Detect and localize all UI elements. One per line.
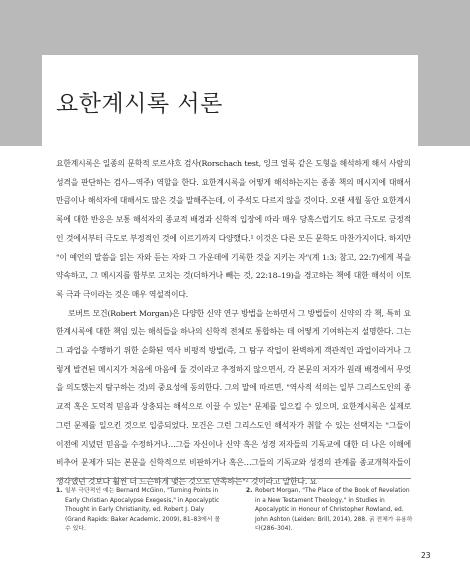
footnote-number: 2.	[246, 488, 253, 494]
footnote-text: 일부 극단적인 예는 Bernard McGinn, "Turning Points in Early Christian Apocalypse Exegesis," in Apocalyptic Thought in Early Christianity, ed. Robert J. Daly (Grand Rapids: Baker Academic, 2009), 81–83에서 볼 수 있다.	[65, 488, 221, 533]
body-text	[56, 155, 411, 492]
footnote-text: Robert Morgan, "The Place of the Book of Revelation in a New Testament Theology," in Studies in Apocalyptic in Honour of Christopher Rowland, ed. John Ashton (Leiden: Brill, 2014), 288. 굵 전체가 유용하다(286–304).	[255, 488, 413, 533]
paragraph: 로버트 모건(Robert Morgan)은 다양한 신약 연구 방법을 논하면서 그 방법들이 신약의 각 책, 특히 요한계시록에 대한 책임 있는 해석들을 하나의 신학적 전체로 통합하는 데 어떻게 기여하는지 설명한다. 그는 그 과업을 수행하기 위한 순화된 역사 비평적 방법(즉, 그 탐구 작업이 완벽하게 객관적인 과업이라거나 그렇게 발견된 메시지가 처음에 마음에 둘 것이라고 추정하지 않으면서, 각 본문의 저자가 원래 배경에서 무엇을 의도했는지 탐구하는 것)의 중요성에 동의한다. 그의 말에 따르면, "역사적 석의는 일부 그리스도인의 종교적 혹은 도덕적 믿음과 상충되는 해석으로 이끌 수 있는" 문제를 일으킬 수 있으며, 요한계시록은 실제로 그런 문제를 일으킨 것으로 입증되었다. 모건은 그런 그리스도인 해석자가 취할 수 있는 선택지는 "그들이 이전에 지녔던 믿음을 수정하거나…그들 자신이나 신약 혹은 성경 저자들의 기독교에 대한 더 나은 이해에 비추어 문제가 되는 본문을 신학적으로 비판하거나 혹은…그들의 기독교와 성경의 관계를 종교개혁자들이 생각했던 것보다 훨씬 더 느슨하게 맺는 것으로 만족하는"² 것이라고 말한다. 요	[56, 308, 411, 486]
footnote-divider	[56, 478, 411, 479]
page-number: 23	[421, 551, 431, 560]
footnote-number: 1.	[56, 488, 63, 494]
title-box	[42, 55, 418, 146]
footnote	[246, 487, 416, 535]
footnotes	[56, 487, 416, 535]
footnote	[56, 487, 226, 535]
chapter-title: 요한계시록 서론	[56, 91, 223, 117]
paragraph: 요한계시록은 일종의 문학적 로르샤흐 검사(Rorschach test, 잉크 얼룩 같은 도형을 해석하게 해서 사람의 성격을 판단하는 검사—역주) 역할을 한다. 요한계시록을 어떻게 해석하는지는 종종 책의 메시지에 대해서 만큼이나 해석자에 대해서도 많은 것을 말해주는데, 이 주석도 다르지 않을 것이다. 오랜 세월 동안 요한계시록에 대한 반응은 보통 해석자의 종교적 배경과 신학적 입장에 따라 매우 당혹스럽기도 하고 극도로 긍정적인 것에서부터 극도로 부정적인 것에 이르기까지 다양했다.¹ 이것은 다른 모든 문학도 마찬가지이다. 하지만 "이 예언의 말씀을 읽는 자와 듣는 자와 그 가운데에 기록한 것을 지키는 자"(계 1:3; 참고, 22:7)에게 복을 약속하고, 그 메시지를 함부로 고치는 것(더하거나 빼는 것, 22:18–19)을 경고하는 책에 대한 해석이 이토록 극과 극이라는 것은 매우 역설적이다.	[56, 159, 411, 299]
